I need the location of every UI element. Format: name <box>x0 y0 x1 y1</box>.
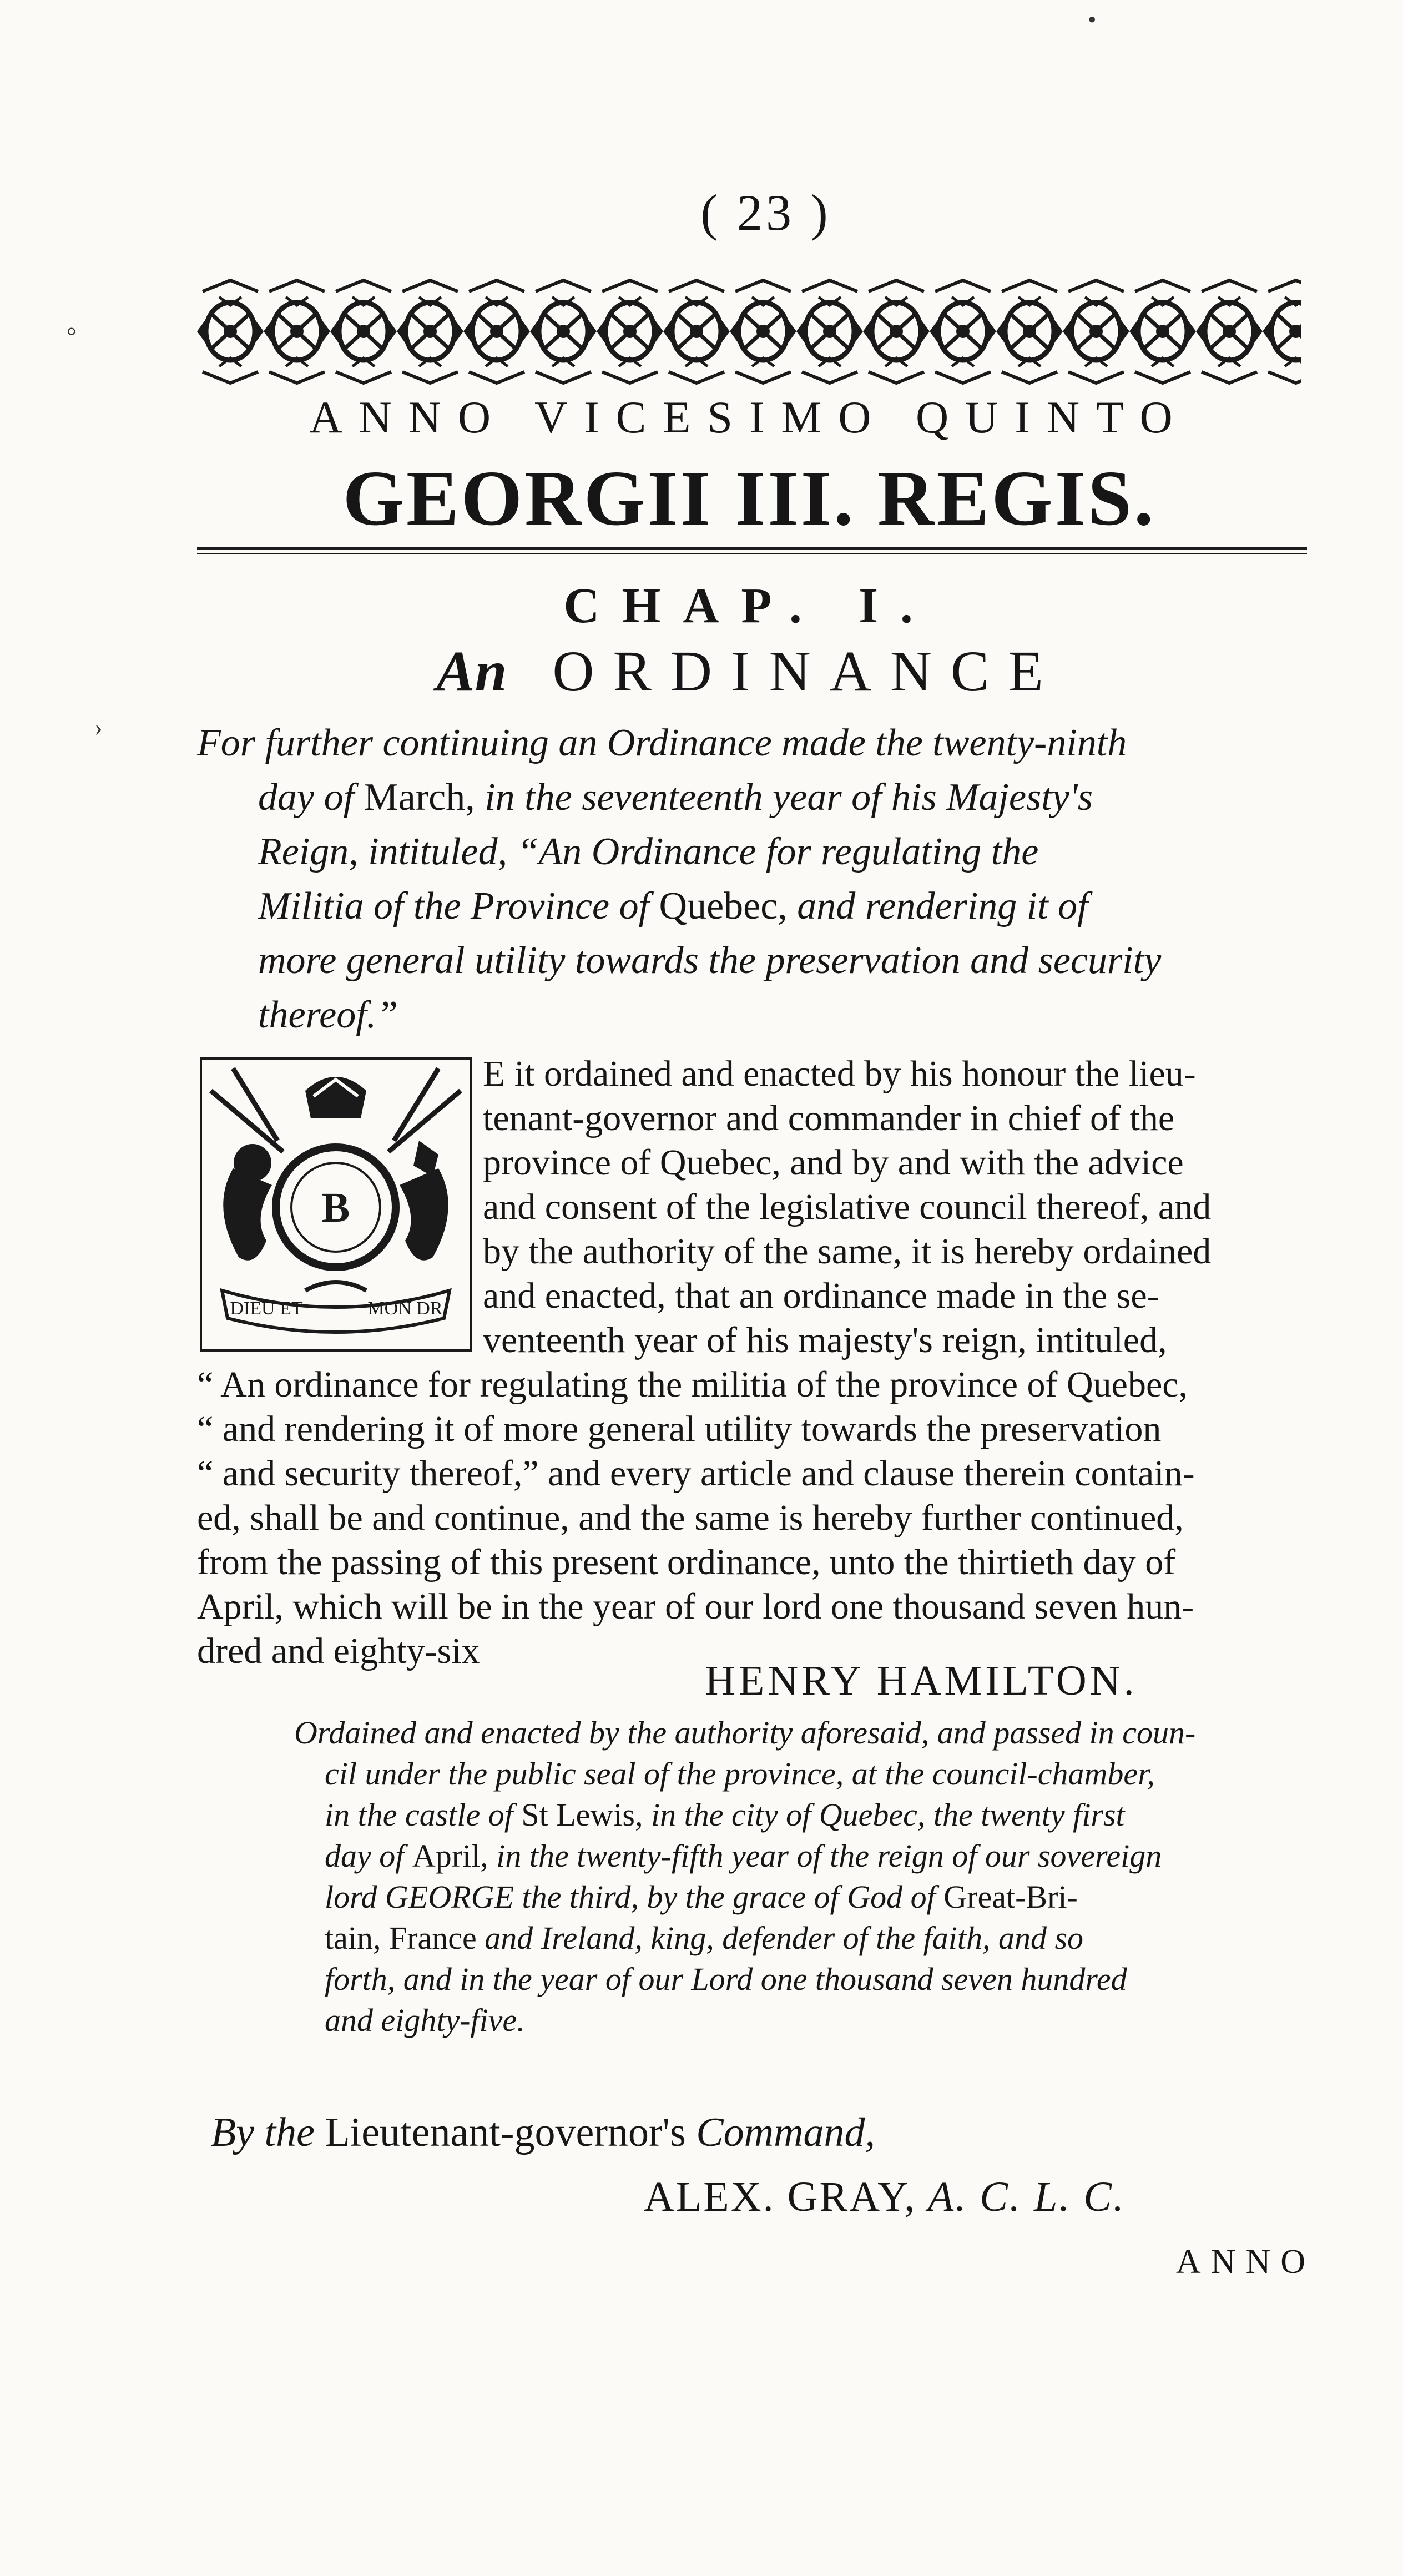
chapter-heading: CHAP. I. <box>563 578 935 633</box>
body-line: tenant-governor and commander in chief of the <box>483 1098 1175 1138</box>
ordinance-word: ORDINANCE <box>552 639 1062 703</box>
title-line: day of March, in the seventeenth year of his Majesty's <box>258 776 1093 819</box>
regnal-year-line: ANNO VICESIMO QUINTO <box>309 392 1189 442</box>
ordinance-prefix: An <box>436 639 507 703</box>
body-line: and consent of the legislative council thereof, and <box>483 1187 1212 1227</box>
enactment-line: and eighty-five. <box>325 2002 525 2038</box>
catchword: ANNO <box>1175 2243 1315 2281</box>
drop-cap-initial: B <box>321 1184 350 1231</box>
stray-mark: • <box>1088 6 1097 33</box>
ordinance-heading <box>189 638 1310 704</box>
page-number: ( 23 ) <box>700 184 831 241</box>
title-line: Militia of the Province of Quebec, and rendering it of <box>258 885 1088 927</box>
body-line: venteenth year of his majesty's reign, intituled, <box>483 1320 1167 1360</box>
body-line: ed, shall be and continue, and the same is hereby further continued, <box>197 1498 1184 1538</box>
enactment-line: forth, and in the year of our Lord one thousand seven hundred <box>325 1961 1127 1997</box>
ordinance-body <box>197 1052 1307 1673</box>
motto-left: DIEU ET <box>230 1298 303 1319</box>
body-line: April, which will be in the year of our lord one thousand seven hun- <box>197 1586 1194 1627</box>
motto-right: MON DR <box>367 1298 443 1319</box>
body-line: from the passing of this present ordinance, unto the thirtieth day of <box>197 1542 1176 1582</box>
title-double-rule <box>197 547 1307 554</box>
enactment-line: day of April, in the twenty-fifth year of the reign of our sovereign <box>325 1838 1162 1874</box>
enactment-line: in the castle of St Lewis, in the city of Quebec, the twenty first <box>325 1797 1125 1833</box>
body-line: province of Quebec, and by and with the advice <box>483 1142 1184 1183</box>
body-line: dred and eighty-six <box>197 1631 480 1671</box>
enactment-clause <box>294 1712 1310 2041</box>
ordinance-long-title <box>197 716 1310 1042</box>
body-line: “ An ordinance for regulating the militia of the province of Quebec, <box>197 1364 1188 1405</box>
enactment-line: tain, France and Ireland, king, defender of the faith, and so <box>325 1920 1084 1956</box>
enactment-line: lord GEORGE the third, by the grace of God of Great-Bri- <box>325 1879 1078 1915</box>
title-line: Reign, intituled, “An Ordinance for regulating the <box>258 830 1039 873</box>
title-line: thereof.” <box>258 994 398 1036</box>
printers-ornament-band <box>197 275 1301 389</box>
stray-mark: › <box>94 714 103 741</box>
enactment-line: Ordained and enacted by the authority aforesaid, and passed in coun- <box>294 1715 1196 1751</box>
enactment-line: cil under the public seal of the province, at the council-chamber, <box>325 1756 1155 1792</box>
title-line: more general utility towards the preservation and security <box>258 939 1162 982</box>
body-line: by the authority of the same, it is hereby ordained <box>483 1231 1212 1272</box>
body-line: “ and rendering it of more general utility towards the preservation <box>197 1409 1162 1449</box>
clerk-attestation: ALEX. GRAY, A. C. L. C. <box>644 2174 1126 2220</box>
body-line: “ and security thereof,” and every article and clause therein contain- <box>197 1453 1195 1494</box>
body-line: and enacted, that an ordinance made in the se- <box>483 1276 1159 1316</box>
body-line: E it ordained and enacted by his honour the lieu- <box>483 1053 1196 1094</box>
command-line: By the Lieutenant-governor's Command, <box>211 2110 876 2155</box>
stray-mark: ° <box>67 322 77 350</box>
regnal-title: GEORGII III. REGIS. <box>342 454 1156 542</box>
governor-signature: HENRY HAMILTON. <box>705 1657 1138 1704</box>
title-line: For further continuing an Ordinance made the twenty-ninth <box>197 722 1127 764</box>
